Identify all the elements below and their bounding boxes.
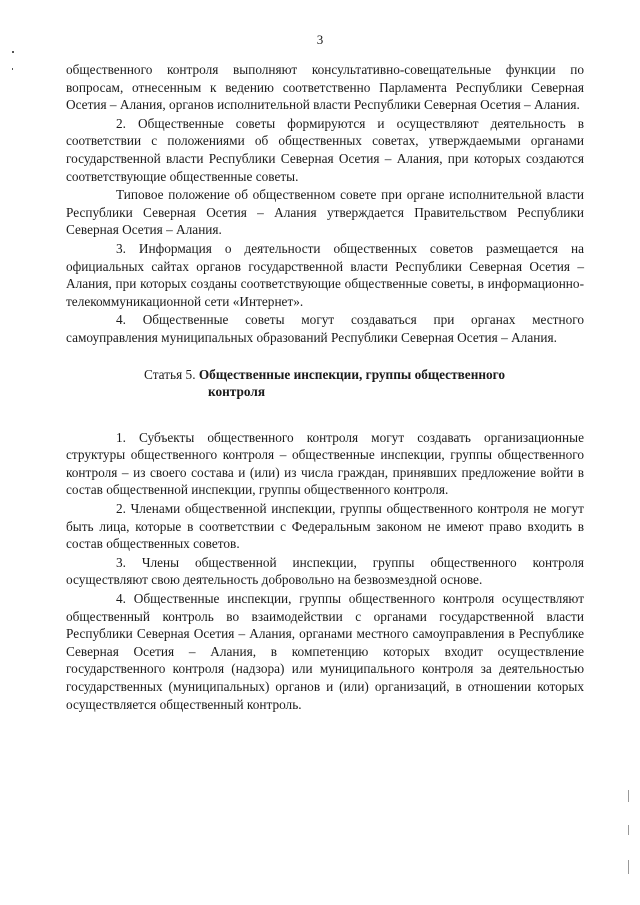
scan-speck: [12, 51, 14, 53]
paragraph: 3. Информация о деятельности общественных советов размещается на официальных сайтах органов государственной власти Республики Северная Осетия – Алания, при которых созданы соответствующие общественные советы, в информационно-телекоммуникационной сети «Интернет».: [66, 240, 584, 309]
paragraph: 2. Членами общественной инспекции, группы общественного контроля не могут быть лица, которые в соответствии с Федеральным законом не имеют право входить в состав общественных советов.: [66, 501, 584, 552]
paragraph: 2. Общественные советы формируются и осуществляют деятельность в соответствии с положениями об общественных советах, утверждаемыми органами государственной власти Республики Северная Осетия – Алания, при которых создаются соответствующие общественные советы.: [66, 115, 584, 184]
paragraph: 1. Субъекты общественного контроля могут создавать организационные структуры общественного контроля – общественные инспекции, группы общественного контроля – из своего состава и (или) из числа граждан, принявших предложение войти в состав общественной инспекции, группы общественного контроля.: [66, 429, 584, 498]
paragraph: 4. Общественные инспекции, группы общественного контроля осуществляют общественный контроль во взаимодействии с органами государственной власти Республики Северная Осетия – Алания, органами местного самоуправления в Республике Северная Осетия – Алания, в компетенцию которых входит осуществление государственного контроля (надзора) или муниципального контроля за деятельностью государственных (муниципальных) органов и (или) организаций, в отношении которых осуществляется общественный контроль.: [66, 591, 584, 712]
document-body: [66, 61, 584, 713]
paragraph: общественного контроля выполняют консультативно-совещательные функции по вопросам, отнесенным к ведению соответственно Парламента Республики Северная Осетия – Алания, органов исполнительной власти Республики Северная Осетия – Алания.: [66, 62, 584, 113]
paragraph: 3. Члены общественной инспекции, группы общественного контроля осуществляют свою деятельность добровольно на безвозмездной основе.: [66, 554, 584, 588]
page-number: 3: [316, 32, 324, 47]
paragraph: Типовое положение об общественном совете при органе исполнительной власти Республики Северная Осетия – Алания утверждается Правительством Республики Северная Осетия – Алания.: [66, 187, 584, 238]
article-label: Статья 5.: [144, 366, 196, 382]
scan-speck: [12, 68, 13, 70]
scan-edge-mark: [628, 825, 629, 835]
article-title: Общественные инспекции, группы общественного: [198, 366, 506, 382]
article-title-continuation: контроля: [208, 384, 266, 400]
article-heading: [66, 366, 584, 401]
paragraph: 4. Общественные советы могут создаваться при органах местного самоуправления муниципальных образований Республики Северная Осетия – Алания.: [66, 312, 584, 345]
scan-edge-mark: [628, 860, 629, 874]
scan-edge-mark: [628, 790, 629, 802]
